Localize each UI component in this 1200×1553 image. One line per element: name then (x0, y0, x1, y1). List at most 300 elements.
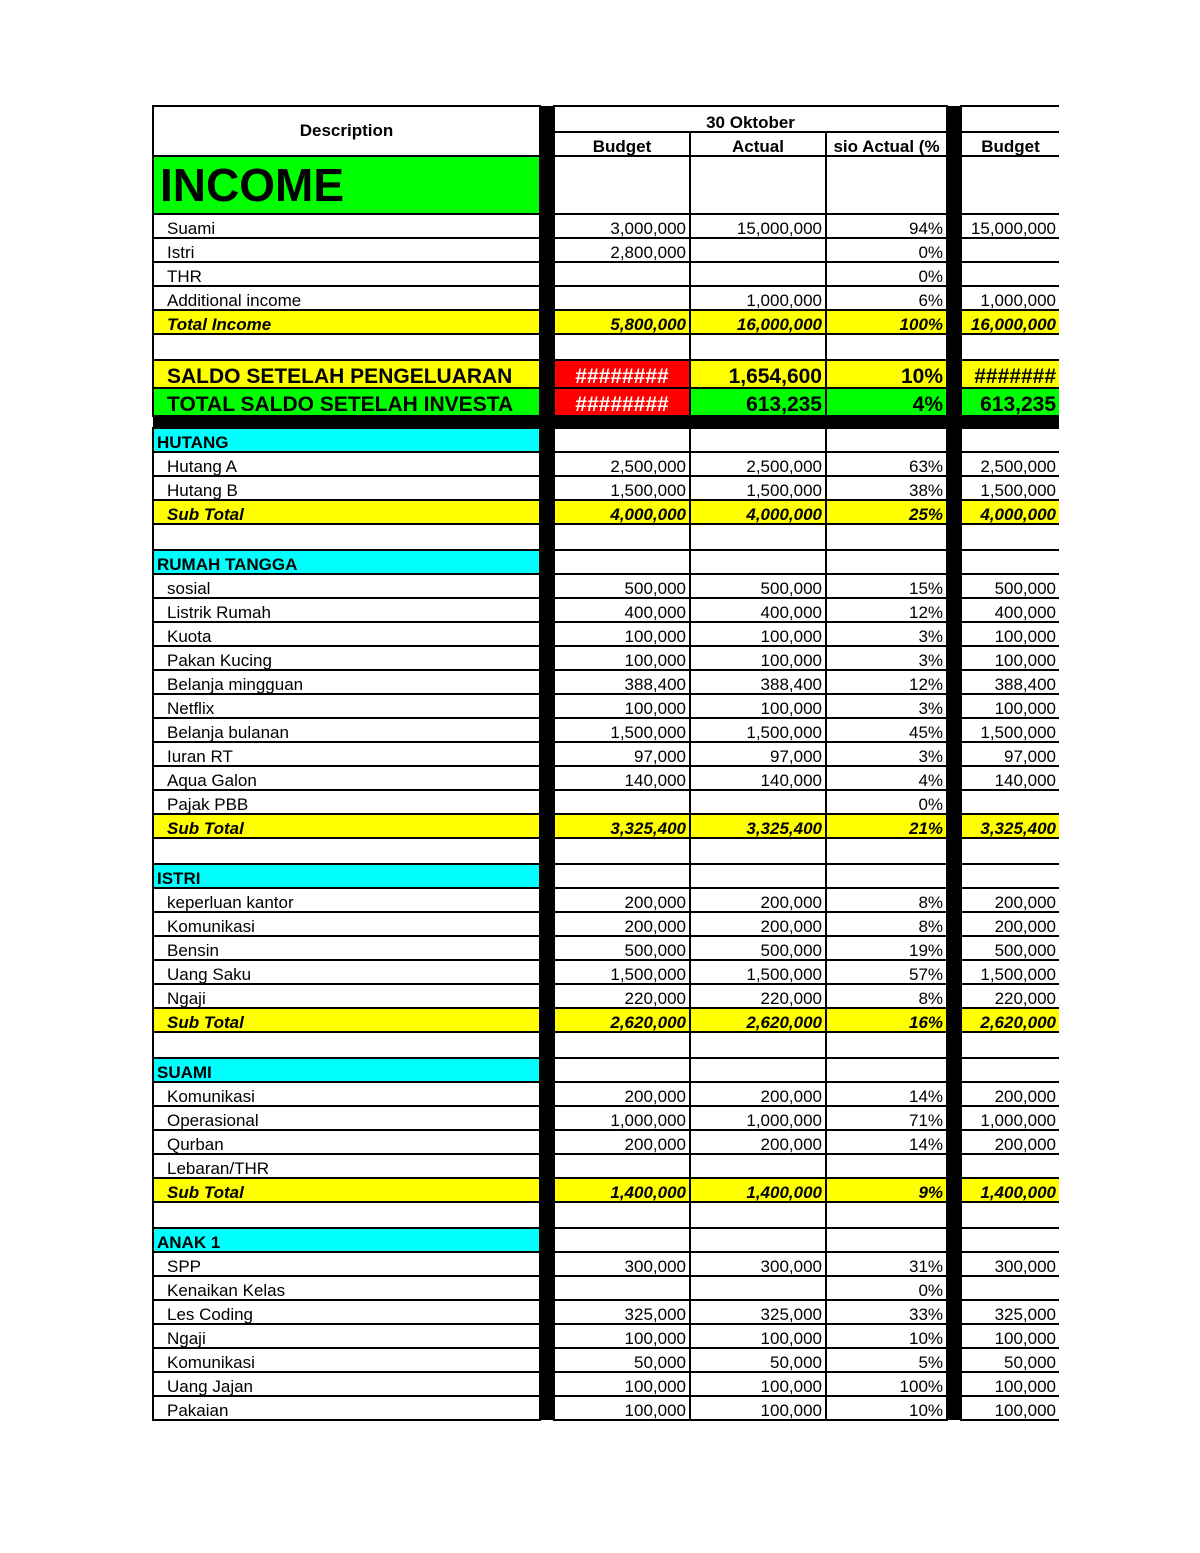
column-separator (540, 598, 554, 622)
budget-value: 5,800,000 (554, 310, 690, 334)
row-description: Uang Saku (153, 960, 540, 984)
expense-row (153, 790, 1059, 814)
budget-value-2: 500,000 (961, 574, 1059, 598)
budget-value-2: 1,400,000 (961, 1178, 1059, 1202)
ratio-value: 3% (826, 646, 947, 670)
expense-row (153, 476, 1059, 500)
column-separator (540, 814, 554, 838)
budget-value-2: 325,000 (961, 1300, 1059, 1324)
actual-value: 613,235 (690, 388, 826, 416)
budget-value: 500,000 (554, 936, 690, 960)
row-description: keperluan kantor (153, 888, 540, 912)
column-separator (540, 1130, 554, 1154)
budget-value-2: 100,000 (961, 622, 1059, 646)
budget-value-2: 15,000,000 (961, 214, 1059, 238)
row-description: Istri (153, 238, 540, 262)
column-separator (540, 1372, 554, 1396)
row-description: Lebaran/THR (153, 1154, 540, 1178)
expense-row (153, 984, 1059, 1008)
cell-empty (690, 156, 826, 214)
budget-column-header: Budget (554, 132, 690, 156)
divider-cell (554, 416, 690, 428)
category-title: ISTRI (153, 864, 540, 888)
ratio-value: 100% (826, 1372, 947, 1396)
budget-value-2: 100,000 (961, 694, 1059, 718)
column-separator (947, 428, 961, 452)
row-description: SALDO SETELAH PENGELUARAN (153, 360, 540, 388)
actual-value: 50,000 (690, 1348, 826, 1372)
cell-empty (961, 864, 1059, 888)
column-separator (540, 1008, 554, 1032)
column-separator (947, 1008, 961, 1032)
subtotal-row (153, 1008, 1059, 1032)
expense-row (153, 1130, 1059, 1154)
budget-value-2: 200,000 (961, 1082, 1059, 1106)
cell-empty (554, 1228, 690, 1252)
category-title: ANAK 1 (153, 1228, 540, 1252)
budget-value: 1,000,000 (554, 1106, 690, 1130)
budget-value-2: 50,000 (961, 1348, 1059, 1372)
ratio-value: 0% (826, 1276, 947, 1300)
budget-value: ######## (554, 388, 690, 416)
budget-table (152, 105, 1059, 1421)
ratio-value: 10% (826, 1324, 947, 1348)
ratio-value: 12% (826, 670, 947, 694)
actual-value: 100,000 (690, 646, 826, 670)
column-separator (540, 1058, 554, 1082)
cell-empty (554, 864, 690, 888)
ratio-value (826, 1032, 947, 1058)
actual-value (690, 238, 826, 262)
column-separator (947, 286, 961, 310)
cell-empty (690, 864, 826, 888)
budget-sheet (152, 105, 1059, 1428)
cell-empty (690, 550, 826, 574)
expense-row (153, 1396, 1059, 1420)
column-separator (947, 1082, 961, 1106)
budget-value-2: 16,000,000 (961, 310, 1059, 334)
expense-row (153, 1154, 1059, 1178)
ratio-value: 0% (826, 262, 947, 286)
budget-value: 200,000 (554, 912, 690, 936)
black-divider (153, 416, 1059, 428)
subtotal-row (153, 1178, 1059, 1202)
expense-row (153, 1252, 1059, 1276)
ratio-value: 33% (826, 1300, 947, 1324)
actual-value: 400,000 (690, 598, 826, 622)
column-separator (947, 814, 961, 838)
budget-value-2: 4,000,000 (961, 500, 1059, 524)
column-separator (540, 574, 554, 598)
ratio-value: 12% (826, 598, 947, 622)
column-separator (540, 888, 554, 912)
column-separator (540, 1276, 554, 1300)
budget-value: 200,000 (554, 888, 690, 912)
actual-value: 100,000 (690, 1324, 826, 1348)
budget-value (554, 1032, 690, 1058)
column-separator (947, 598, 961, 622)
column-separator (947, 1154, 961, 1178)
cell-empty (690, 1058, 826, 1082)
divider-cell (153, 416, 540, 428)
income-row (153, 214, 1059, 238)
cell-empty (961, 1228, 1059, 1252)
row-description (153, 1032, 540, 1058)
row-description: Sub Total (153, 1178, 540, 1202)
row-description: SPP (153, 1252, 540, 1276)
column-separator (540, 622, 554, 646)
empty-row (153, 524, 1059, 550)
expense-row (153, 936, 1059, 960)
column-separator (540, 1252, 554, 1276)
ratio-value: 9% (826, 1178, 947, 1202)
cell-empty (826, 1058, 947, 1082)
income-title-row (153, 156, 1059, 214)
expense-row (153, 912, 1059, 936)
actual-value (690, 334, 826, 360)
ratio-value: 14% (826, 1082, 947, 1106)
actual-value: 1,654,600 (690, 360, 826, 388)
cell-empty (826, 550, 947, 574)
ratio-value: 94% (826, 214, 947, 238)
expense-row (153, 670, 1059, 694)
column-separator (540, 646, 554, 670)
ratio-value: 5% (826, 1348, 947, 1372)
actual-value: 100,000 (690, 1396, 826, 1420)
category-row (153, 428, 1059, 452)
row-description (153, 334, 540, 360)
column-separator (540, 500, 554, 524)
actual-value: 200,000 (690, 1130, 826, 1154)
budget-value (554, 838, 690, 864)
header-row-top (153, 106, 1059, 132)
column-separator (947, 1178, 961, 1202)
ratio-value: 8% (826, 888, 947, 912)
column-separator (947, 1058, 961, 1082)
income-row (153, 262, 1059, 286)
row-description: Kuota (153, 622, 540, 646)
column-separator (540, 960, 554, 984)
column-separator (947, 214, 961, 238)
column-separator (540, 156, 554, 214)
budget-value-2: 200,000 (961, 888, 1059, 912)
column-separator (947, 574, 961, 598)
column-separator (540, 388, 554, 416)
expense-row (153, 1324, 1059, 1348)
row-description: Les Coding (153, 1300, 540, 1324)
row-description: Pakaian (153, 1396, 540, 1420)
ratio-value (826, 838, 947, 864)
budget-value-2: 100,000 (961, 646, 1059, 670)
income-row (153, 238, 1059, 262)
actual-value: 100,000 (690, 622, 826, 646)
ratio-value: 63% (826, 452, 947, 476)
column-separator (947, 1348, 961, 1372)
column-separator (540, 452, 554, 476)
column-separator (947, 888, 961, 912)
actual-value: 1,500,000 (690, 960, 826, 984)
budget-value-2: 388,400 (961, 670, 1059, 694)
row-description: Qurban (153, 1130, 540, 1154)
divider-cell (826, 416, 947, 428)
budget-value: 1,500,000 (554, 960, 690, 984)
column-separator (540, 1202, 554, 1228)
budget-value: ######## (554, 360, 690, 388)
column-separator (947, 156, 961, 214)
budget-value-2: 613,235 (961, 388, 1059, 416)
actual-value: 15,000,000 (690, 214, 826, 238)
column-separator (540, 694, 554, 718)
row-description: sosial (153, 574, 540, 598)
row-description: Kenaikan Kelas (153, 1276, 540, 1300)
ratio-value (826, 1154, 947, 1178)
column-separator (540, 1396, 554, 1420)
row-description: Sub Total (153, 500, 540, 524)
empty-row (153, 838, 1059, 864)
ratio-value: 45% (826, 718, 947, 742)
budget-value: 500,000 (554, 574, 690, 598)
divider-cell (961, 416, 1059, 428)
column-separator (540, 1154, 554, 1178)
row-description: Belanja bulanan (153, 718, 540, 742)
ratio-value: 0% (826, 238, 947, 262)
column-separator (540, 1324, 554, 1348)
row-description: Komunikasi (153, 1082, 540, 1106)
expense-row (153, 622, 1059, 646)
saldo-row (153, 360, 1059, 388)
column-separator (947, 936, 961, 960)
ratio-column-header: sio Actual (% (826, 132, 947, 156)
budget-value-2: 500,000 (961, 936, 1059, 960)
cell-empty (554, 1058, 690, 1082)
expense-row (153, 1276, 1059, 1300)
column-separator (540, 1082, 554, 1106)
ratio-value: 100% (826, 310, 947, 334)
budget-value (554, 1154, 690, 1178)
row-description: Suami (153, 214, 540, 238)
column-separator (947, 694, 961, 718)
expense-row (153, 574, 1059, 598)
column-separator (540, 766, 554, 790)
column-separator (540, 984, 554, 1008)
expense-row (153, 888, 1059, 912)
budget-value: 100,000 (554, 1324, 690, 1348)
expense-row (153, 1300, 1059, 1324)
actual-value: 4,000,000 (690, 500, 826, 524)
budget-value (554, 790, 690, 814)
column-separator (947, 1130, 961, 1154)
budget-value-2: 200,000 (961, 912, 1059, 936)
budget-value-2 (961, 262, 1059, 286)
column-separator (947, 1324, 961, 1348)
budget-value: 325,000 (554, 1300, 690, 1324)
budget-value: 4,000,000 (554, 500, 690, 524)
row-description: Pajak PBB (153, 790, 540, 814)
budget-value-2 (961, 334, 1059, 360)
column-separator (947, 1032, 961, 1058)
column-separator (540, 1300, 554, 1324)
column-separator (947, 360, 961, 388)
ratio-value (826, 1202, 947, 1228)
budget-value: 2,620,000 (554, 1008, 690, 1032)
column-separator (947, 838, 961, 864)
actual-value: 100,000 (690, 694, 826, 718)
expense-row (153, 452, 1059, 476)
row-description: Hutang A (153, 452, 540, 476)
column-separator (947, 864, 961, 888)
expense-row (153, 1348, 1059, 1372)
expense-row (153, 718, 1059, 742)
column-separator (540, 106, 554, 156)
column-separator (540, 360, 554, 388)
row-description: Aqua Galon (153, 766, 540, 790)
expense-row (153, 1082, 1059, 1106)
budget-value: 50,000 (554, 1348, 690, 1372)
budget-value: 1,500,000 (554, 476, 690, 500)
description-header: Description (153, 106, 540, 156)
category-title: HUTANG (153, 428, 540, 452)
budget-value (554, 286, 690, 310)
row-description: Sub Total (153, 814, 540, 838)
column-separator (947, 310, 961, 334)
column-separator (947, 790, 961, 814)
total-saldo-row (153, 388, 1059, 416)
budget-value (554, 262, 690, 286)
column-separator (947, 334, 961, 360)
actual-value: 1,400,000 (690, 1178, 826, 1202)
column-separator (947, 476, 961, 500)
budget-value (554, 524, 690, 550)
budget-value-2: 1,000,000 (961, 1106, 1059, 1130)
column-separator (540, 912, 554, 936)
row-description: Komunikasi (153, 1348, 540, 1372)
column-separator (947, 262, 961, 286)
cell-empty (554, 428, 690, 452)
actual-value: 1,500,000 (690, 718, 826, 742)
ratio-value (826, 334, 947, 360)
column-separator (540, 238, 554, 262)
ratio-value: 10% (826, 1396, 947, 1420)
ratio-value: 8% (826, 984, 947, 1008)
actual-value (690, 1032, 826, 1058)
column-separator (540, 790, 554, 814)
expense-row (153, 960, 1059, 984)
ratio-value: 10% (826, 360, 947, 388)
budget-value-2 (961, 1154, 1059, 1178)
column-separator (540, 864, 554, 888)
budget-value: 3,325,400 (554, 814, 690, 838)
actual-column-header: Actual (690, 132, 826, 156)
column-separator (540, 262, 554, 286)
budget-value: 100,000 (554, 694, 690, 718)
row-description: Listrik Rumah (153, 598, 540, 622)
budget-value: 2,500,000 (554, 452, 690, 476)
actual-value: 2,620,000 (690, 1008, 826, 1032)
row-description: Sub Total (153, 1008, 540, 1032)
actual-value (690, 1154, 826, 1178)
cell-empty (961, 550, 1059, 574)
ratio-value: 3% (826, 622, 947, 646)
budget-value: 1,400,000 (554, 1178, 690, 1202)
actual-value (690, 524, 826, 550)
column-separator (540, 718, 554, 742)
budget-value-2: 1,500,000 (961, 718, 1059, 742)
ratio-value: 19% (826, 936, 947, 960)
cell-empty (961, 1058, 1059, 1082)
budget-value-2: 400,000 (961, 598, 1059, 622)
column-separator (947, 550, 961, 574)
expense-row (153, 598, 1059, 622)
budget-value-2: 220,000 (961, 984, 1059, 1008)
row-description: Additional income (153, 286, 540, 310)
budget-value: 388,400 (554, 670, 690, 694)
divider-cell (540, 416, 554, 428)
row-description (153, 1202, 540, 1228)
actual-value (690, 1276, 826, 1300)
actual-value: 2,500,000 (690, 452, 826, 476)
ratio-value: 38% (826, 476, 947, 500)
ratio-value: 57% (826, 960, 947, 984)
column-separator (947, 766, 961, 790)
divider-cell (947, 416, 961, 428)
column-separator (947, 622, 961, 646)
column-separator (947, 1228, 961, 1252)
row-description: Pakan Kucing (153, 646, 540, 670)
actual-value (690, 262, 826, 286)
actual-value: 1,500,000 (690, 476, 826, 500)
budget-value: 97,000 (554, 742, 690, 766)
budget-value-2: 200,000 (961, 1130, 1059, 1154)
income-total-row (153, 310, 1059, 334)
actual-value (690, 838, 826, 864)
next-period-header (961, 106, 1059, 132)
ratio-value: 21% (826, 814, 947, 838)
column-separator (947, 670, 961, 694)
row-description: Ngaji (153, 1324, 540, 1348)
category-row (153, 864, 1059, 888)
budget-value: 200,000 (554, 1130, 690, 1154)
column-separator (947, 1252, 961, 1276)
budget-value: 100,000 (554, 1372, 690, 1396)
row-description: Operasional (153, 1106, 540, 1130)
budget-value: 100,000 (554, 646, 690, 670)
ratio-value (826, 524, 947, 550)
ratio-value: 14% (826, 1130, 947, 1154)
cell-empty (826, 864, 947, 888)
subtotal-row (153, 500, 1059, 524)
column-separator (540, 1228, 554, 1252)
column-separator (947, 742, 961, 766)
column-separator (540, 742, 554, 766)
expense-row (153, 1372, 1059, 1396)
budget-value-2: 2,500,000 (961, 452, 1059, 476)
budget-value-2 (961, 1276, 1059, 1300)
column-separator (947, 718, 961, 742)
row-description: TOTAL SALDO SETELAH INVESTA (153, 388, 540, 416)
actual-value: 16,000,000 (690, 310, 826, 334)
ratio-value: 3% (826, 694, 947, 718)
column-separator (540, 214, 554, 238)
expense-row (153, 694, 1059, 718)
category-title: RUMAH TANGGA (153, 550, 540, 574)
budget-value-2: 3,325,400 (961, 814, 1059, 838)
ratio-value: 3% (826, 742, 947, 766)
budget-value-2: ####### (961, 360, 1059, 388)
cell-empty (554, 550, 690, 574)
cell-empty (826, 156, 947, 214)
budget-value: 100,000 (554, 1396, 690, 1420)
row-description: Bensin (153, 936, 540, 960)
